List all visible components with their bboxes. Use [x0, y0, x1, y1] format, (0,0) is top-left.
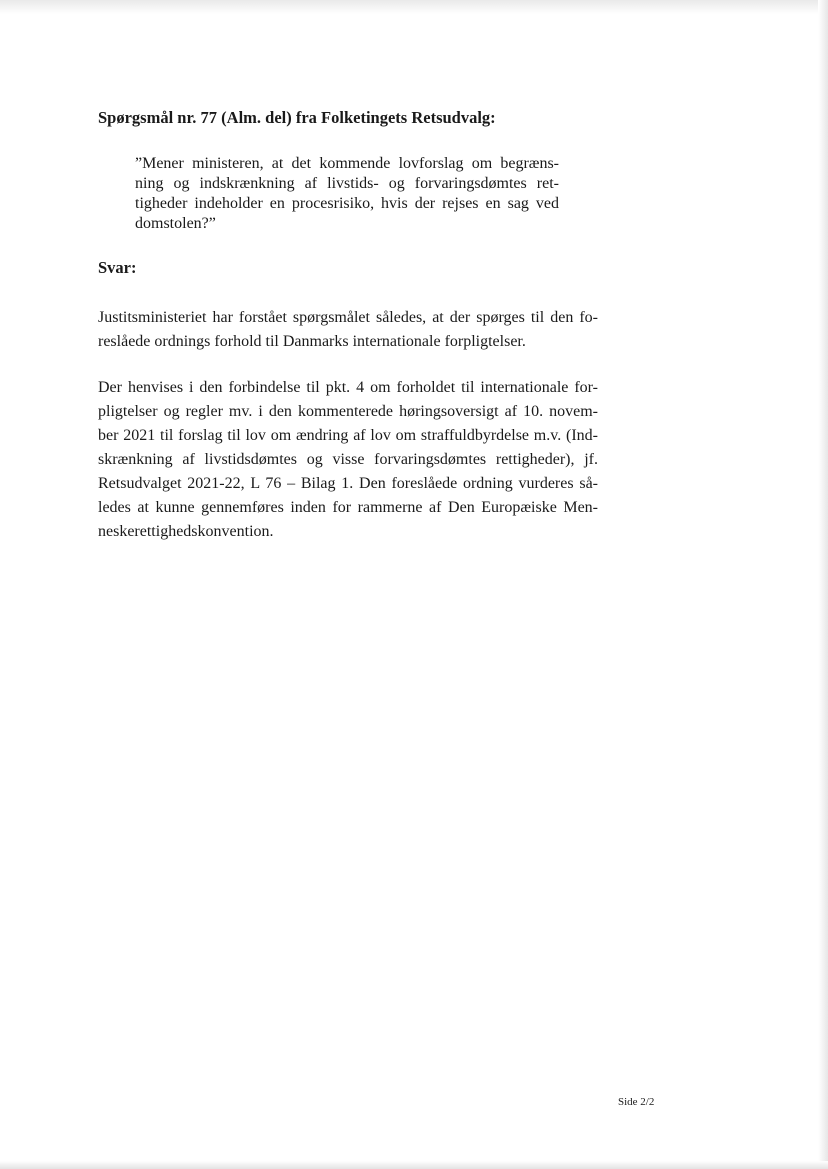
paragraph-line: Retsudvalget 2021-22, L 76 – Bilag 1. Den foreslåede ordning vurderes så-	[98, 475, 598, 492]
paragraph-line: Justitsministeriet har forstået spørgsmålet således, at der spørges til den fo-	[98, 309, 598, 326]
question-heading: Spørgsmål nr. 77 (Alm. del) fra Folketingets Retsudvalg:	[98, 108, 496, 127]
quote-line: ”Mener ministeren, at det kommende lovforslag om begræns-	[135, 155, 559, 172]
paragraph-line: reslåede ordnings forhold til Danmarks internationale forpligtelser.	[98, 333, 526, 350]
paragraph-line: ber 2021 til forslag til lov om ændring af lov om straffuldbyrdelse m.v. (Ind-	[98, 427, 598, 444]
scan-edge-right	[818, 0, 828, 1169]
paragraph-line: ledes at kunne gennemføres inden for rammerne af Den Europæiske Men-	[98, 499, 598, 516]
quote-line: ning og indskrænkning af livstids- og forvaringsdømtes ret-	[135, 175, 559, 192]
scan-edge-bottom	[0, 1161, 828, 1169]
paragraph-line: neskerettighedskonvention.	[98, 523, 274, 540]
paragraph-line: skrænkning af livstidsdømtes og visse forvaringsdømtes rettigheder), jf.	[98, 451, 598, 468]
page-number: Side 2/2	[618, 1096, 655, 1108]
answer-heading: Svar:	[98, 258, 137, 277]
paragraph-line: pligtelser og regler mv. i den kommenterede høringsoversigt af 10. novem-	[98, 403, 598, 420]
quote-line: tigheder indeholder en procesrisiko, hvis der rejses en sag ved	[135, 195, 559, 212]
quote-line: domstolen?”	[135, 215, 216, 232]
paragraph-line: Der henvises i den forbindelse til pkt. 4 om forholdet til internationale for-	[98, 379, 598, 396]
answer-paragraph-1	[98, 306, 598, 354]
question-quote	[135, 154, 559, 234]
answer-paragraph-2	[98, 376, 598, 544]
scan-edge-top	[0, 0, 828, 14]
